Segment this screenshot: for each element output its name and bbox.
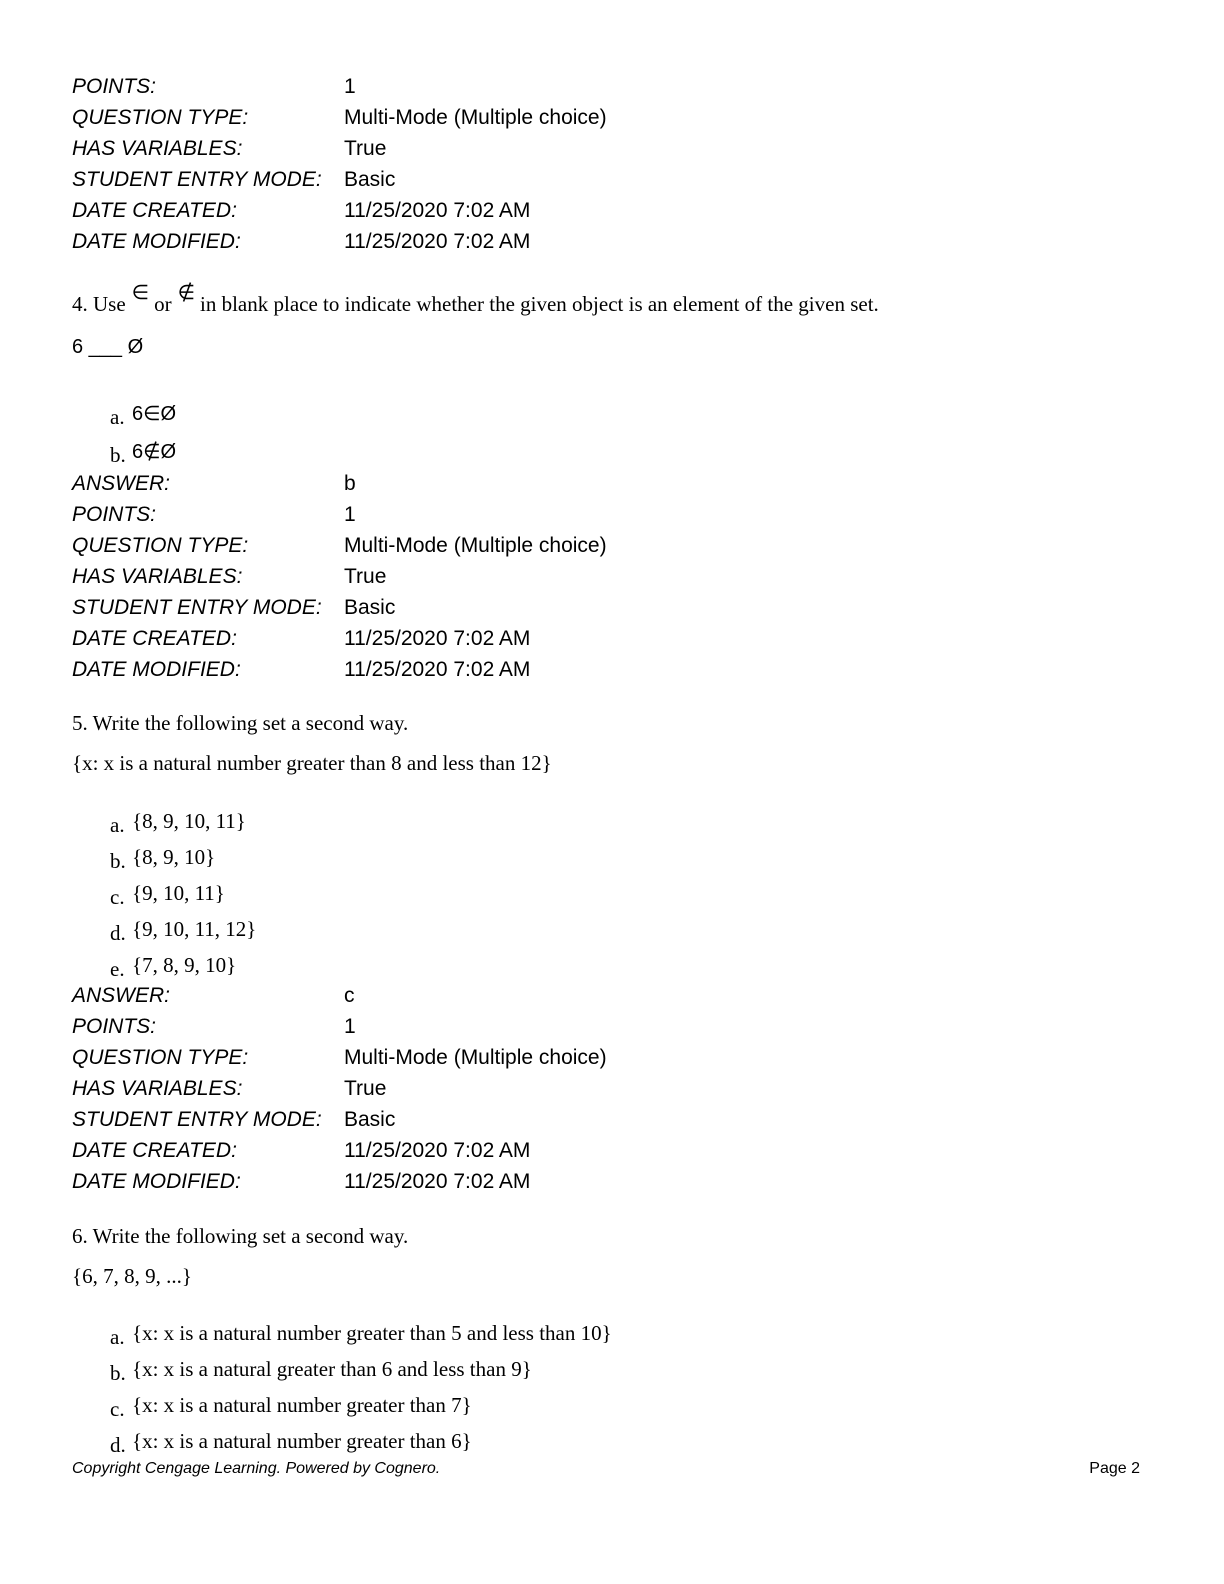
meta-row — [72, 561, 772, 592]
meta-key: STUDENT ENTRY MODE: — [72, 596, 322, 619]
question-6-prompt: 6. Write the following set a second way. — [72, 1224, 409, 1248]
option-letter: c. — [110, 885, 125, 909]
option-letter: b. — [110, 443, 126, 467]
option-item[interactable] — [110, 1346, 612, 1385]
option-text: {x: x is a natural number greater than 5 and less than 10} — [132, 1321, 612, 1345]
meta-row — [72, 71, 772, 102]
meta-value: True — [344, 1077, 387, 1100]
meta-key: ANSWER: — [72, 984, 171, 1007]
option-text: 6∉Ø — [132, 441, 177, 463]
option-letter: a. — [110, 405, 125, 429]
meta-value: 11/25/2020 7:02 AM — [344, 1170, 531, 1193]
meta-value: True — [344, 565, 387, 588]
option-text: 6∈Ø — [132, 403, 177, 425]
meta-row — [72, 1166, 772, 1197]
question-5-prompt: 5. Write the following set a second way. — [72, 711, 409, 735]
meta-value: b — [344, 472, 356, 495]
meta-row — [72, 1104, 772, 1135]
meta-key: DATE MODIFIED: — [72, 230, 241, 253]
copyright-text: Copyright Cengage Learning. Powered by Cognero. — [72, 1460, 441, 1477]
question-4-metadata — [72, 468, 772, 685]
option-item[interactable] — [110, 906, 257, 945]
meta-key: HAS VARIABLES: — [72, 1077, 243, 1100]
question-5-metadata — [72, 980, 772, 1197]
meta-row — [72, 164, 772, 195]
page-number: Page 2 — [1089, 1460, 1140, 1477]
meta-key: STUDENT ENTRY MODE: — [72, 168, 322, 191]
page-footer — [72, 1460, 1140, 1478]
option-letter: b. — [110, 1361, 126, 1385]
meta-value: 1 — [344, 503, 356, 526]
option-letter: e. — [110, 957, 125, 981]
option-item[interactable] — [110, 388, 177, 429]
option-letter: a. — [110, 1325, 125, 1349]
meta-row — [72, 226, 772, 257]
meta-row — [72, 592, 772, 623]
meta-row — [72, 980, 772, 1011]
meta-key: POINTS: — [72, 1015, 157, 1038]
meta-row — [72, 530, 772, 561]
question-4-or: or — [154, 292, 172, 316]
meta-row — [72, 1011, 772, 1042]
meta-row — [72, 499, 772, 530]
meta-key: QUESTION TYPE: — [72, 1046, 249, 1069]
meta-value: Basic — [344, 596, 396, 619]
meta-value: Multi-Mode (Multiple choice) — [344, 1046, 607, 1069]
option-letter: c. — [110, 1397, 125, 1421]
option-item[interactable] — [110, 426, 177, 467]
option-item[interactable] — [110, 1418, 612, 1457]
meta-value: 11/25/2020 7:02 AM — [344, 199, 531, 222]
meta-value: 11/25/2020 7:02 AM — [344, 230, 531, 253]
meta-row — [72, 133, 772, 164]
option-text: {9, 10, 11, 12} — [132, 917, 257, 941]
meta-value: 11/25/2020 7:02 AM — [344, 658, 531, 681]
question-4-options — [110, 388, 177, 467]
meta-value: 11/25/2020 7:02 AM — [344, 1139, 531, 1162]
element-of-symbol: ∈ — [131, 282, 150, 304]
meta-value: Multi-Mode (Multiple choice) — [344, 534, 607, 557]
option-item[interactable] — [110, 870, 256, 909]
meta-key: POINTS: — [72, 503, 157, 526]
question-4-prefix: 4. Use — [72, 292, 126, 316]
option-item[interactable] — [110, 798, 256, 837]
meta-key: QUESTION TYPE: — [72, 534, 249, 557]
option-item[interactable] — [110, 1310, 612, 1349]
question-4-statement: 6 ___ Ø — [72, 336, 144, 358]
option-text: {8, 9, 10, 11} — [132, 809, 246, 833]
option-item[interactable] — [110, 834, 256, 873]
meta-row — [72, 1073, 772, 1104]
meta-value: 1 — [344, 1015, 356, 1038]
meta-value: True — [344, 137, 387, 160]
meta-row — [72, 654, 772, 685]
meta-key: HAS VARIABLES: — [72, 565, 243, 588]
meta-value: Multi-Mode (Multiple choice) — [344, 106, 607, 129]
meta-row — [72, 1135, 772, 1166]
meta-key: DATE CREATED: — [72, 627, 237, 650]
meta-key: HAS VARIABLES: — [72, 137, 243, 160]
option-text: {x: x is a natural number greater than 7} — [132, 1393, 472, 1417]
meta-key: DATE MODIFIED: — [72, 658, 241, 681]
not-element-of-symbol: ∉ — [177, 282, 196, 304]
option-letter: a. — [110, 813, 125, 837]
meta-key: QUESTION TYPE: — [72, 106, 249, 129]
meta-value: Basic — [344, 168, 396, 191]
question-5-options — [110, 798, 257, 981]
meta-key: DATE MODIFIED: — [72, 1170, 241, 1193]
meta-row — [72, 195, 772, 226]
option-text: {x: x is a natural greater than 6 and less than 9} — [132, 1357, 532, 1381]
question-6-options — [110, 1310, 612, 1457]
option-text: {7, 8, 9, 10} — [132, 953, 237, 977]
option-letter: d. — [110, 921, 126, 945]
question-5-statement: {x: x is a natural number greater than 8 and less than 12} — [72, 751, 552, 775]
meta-value: 11/25/2020 7:02 AM — [344, 627, 531, 650]
question-4-suffix: in blank place to indicate whether the given object is an element of the given set. — [200, 292, 879, 316]
meta-value: 1 — [344, 75, 356, 98]
question-4-prompt — [72, 282, 879, 319]
meta-key: DATE CREATED: — [72, 1139, 237, 1162]
meta-row — [72, 468, 772, 499]
meta-value: Basic — [344, 1108, 396, 1131]
meta-row — [72, 623, 772, 654]
option-text: {8, 9, 10} — [132, 845, 216, 869]
meta-row — [72, 102, 772, 133]
option-item[interactable] — [110, 942, 256, 981]
meta-value: c — [344, 984, 355, 1007]
option-letter: b. — [110, 849, 126, 873]
meta-row — [72, 1042, 772, 1073]
option-item[interactable] — [110, 1382, 612, 1421]
question-3-metadata — [72, 71, 772, 257]
meta-key: ANSWER: — [72, 472, 171, 495]
meta-key: STUDENT ENTRY MODE: — [72, 1108, 322, 1131]
option-text: {x: x is a natural number greater than 6} — [132, 1429, 472, 1453]
option-text: {9, 10, 11} — [132, 881, 225, 905]
meta-key: POINTS: — [72, 75, 157, 98]
question-6-statement: {6, 7, 8, 9, ...} — [72, 1264, 192, 1288]
meta-key: DATE CREATED: — [72, 199, 237, 222]
option-letter: d. — [110, 1433, 126, 1457]
